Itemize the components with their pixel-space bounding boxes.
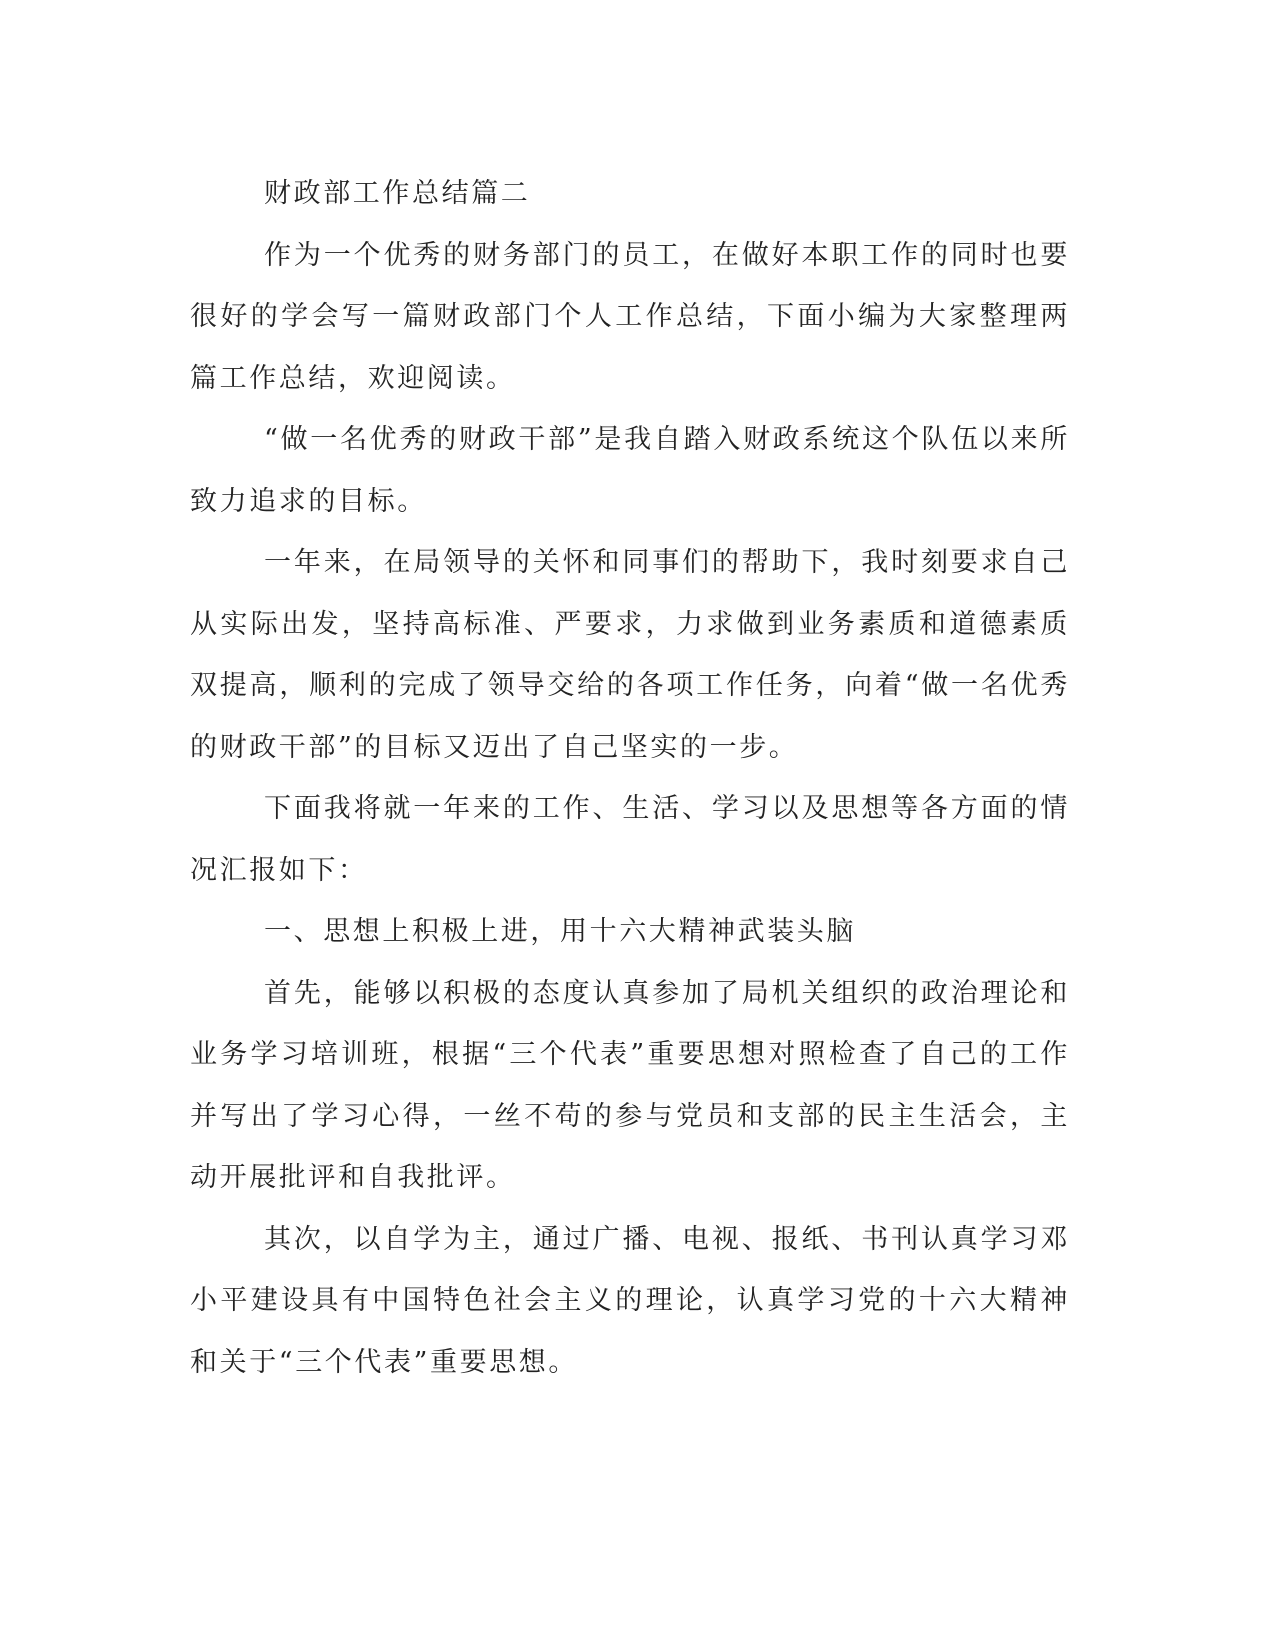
paragraph-report-intro: 下面我将就一年来的工作、生活、学习以及思想等各方面的情况汇报如下：: [190, 793, 1070, 886]
paragraph-second: 其次，以自学为主，通过广播、电视、报纸、书刊认真学习邓小平建设具有中国特色社会主义的理论，认真学习党的十六大精神和关于“三个代表”重要思想。: [190, 1223, 1070, 1378]
paragraph-intro: 作为一个优秀的财务部门的员工，在做好本职工作的同时也要很好的学会写一篇财政部门个人工作总结，下面小编为大家整理两篇工作总结，欢迎阅读。: [190, 239, 1070, 394]
paragraph-first: 首先，能够以积极的态度认真参加了局机关组织的政治理论和业务学习培训班，根据“三个代表”重要思想对照检查了自己的工作并写出了学习心得，一丝不苟的参与党员和支部的民主生活会，主动开展批评和自我批评。: [190, 977, 1070, 1193]
document-body: [190, 163, 1070, 1393]
section-heading-1: 一、思想上积极上进，用十六大精神武装头脑: [264, 916, 856, 947]
document-title: 财政部工作总结篇二: [264, 178, 531, 209]
paragraph-year-review: 一年来，在局领导的关怀和同事们的帮助下，我时刻要求自己从实际出发，坚持高标准、严要求，力求做到业务素质和道德素质双提高，顺利的完成了领导交给的各项工作任务，向着“做一名优秀的财政干部”的目标又迈出了自己坚实的一步。: [190, 547, 1070, 763]
paragraph-goal: “做一名优秀的财政干部”是我自踏入财政系统这个队伍以来所致力追求的目标。: [190, 424, 1070, 517]
